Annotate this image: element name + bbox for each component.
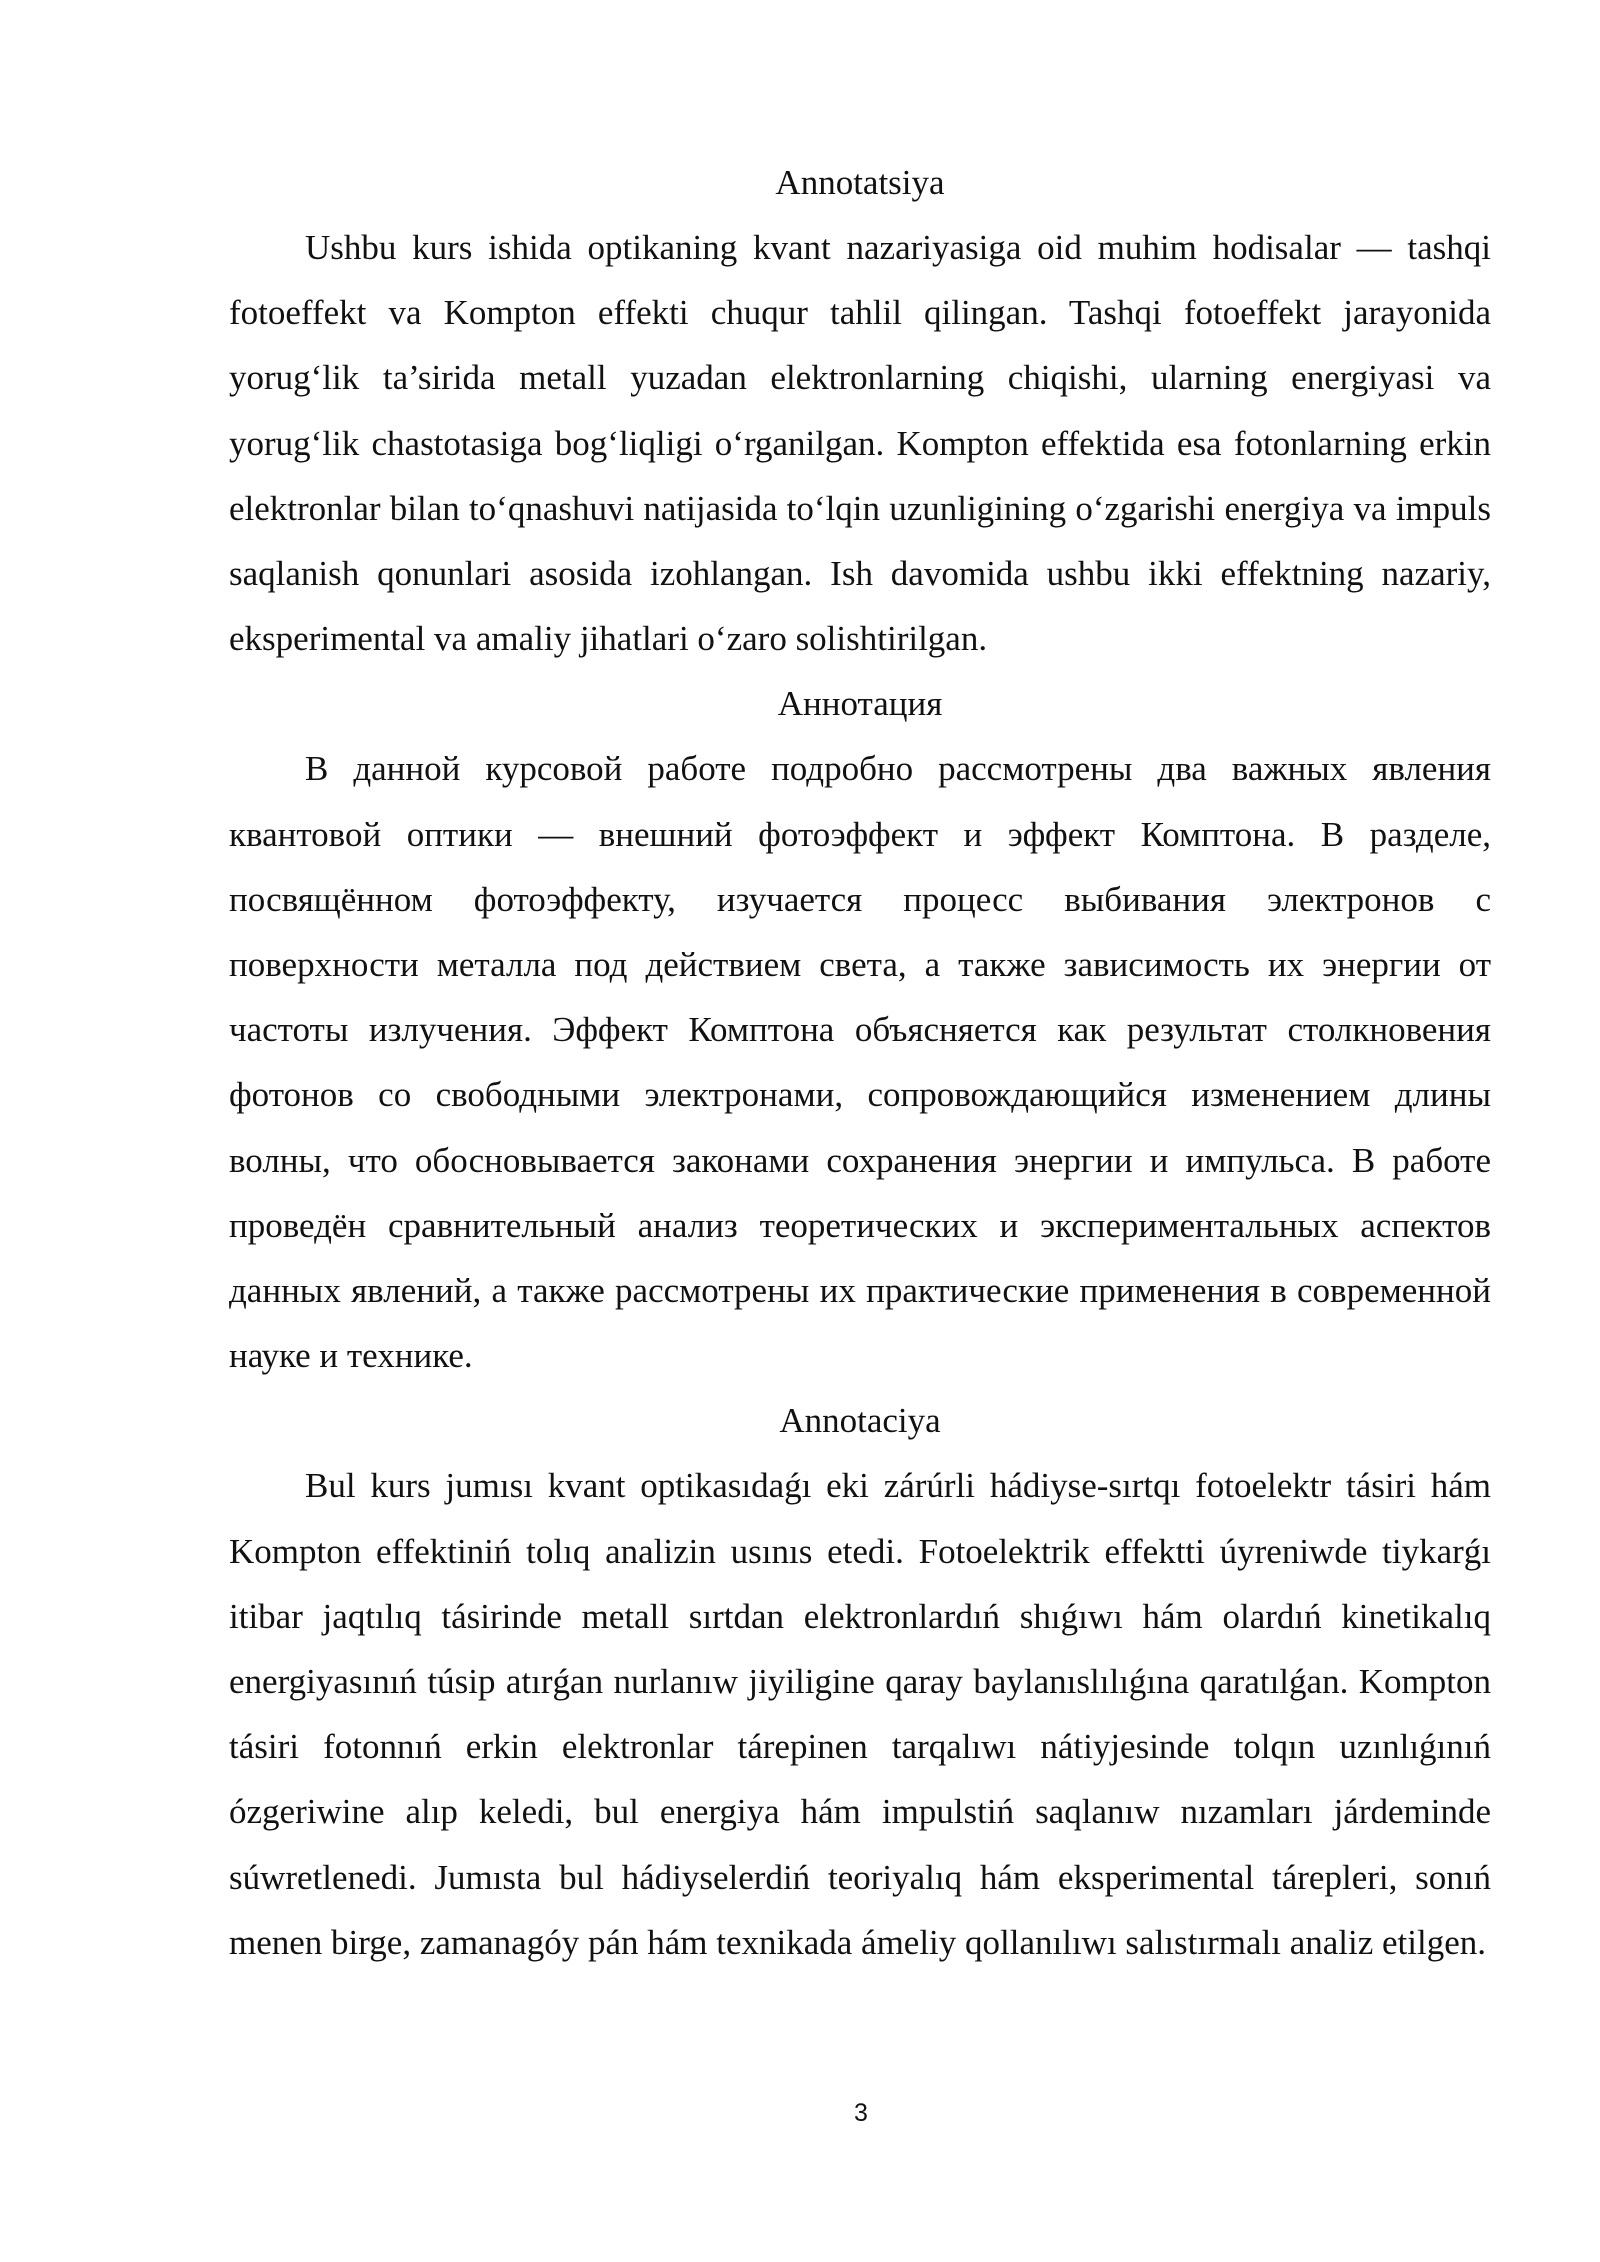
section-title-karakalpak: Annotaciya: [779, 1401, 941, 1441]
section-title-uzbek: Annotatsiya: [775, 163, 945, 202]
page-content: [229, 150, 1491, 1975]
abstract-paragraph-karakalpak: Bul kurs jumısı kvant optikasıdaǵı eki zárúrli hádiyse-sırtqı fotoelektr tásiri hám Kompton effektiniń tolıq analizin usınıs etedi. Fotoelektrik effektti úyreniwde tiykarǵı itibar jaqtılıq tásirinde metall sırtdan elektronlardıń shıǵıwı hám olardıń kinetikalıq energiyasınıń túsip atırǵan nurlanıw jiyiligine qaray baylanıslılıǵına qaratılǵan. Kompton tásiri fotonnıń erkin elektronlar tárepinen tarqalıwı nátiyjesinde tolqın uzınlıǵınıń ózgeriwine alıp keledi, bul energiya hám impulstiń saqlanıw nızamları járdeminde súwretlenedi. Jumısta bul hádiyselerdiń teoriyalıq hám eksperimental tárepleri, sonıń menen birge, zamanagóy pán hám texnikada ámeliy qollanılıwı salıstırmalı analiz etilgen.: [229, 1466, 1491, 1962]
abstract-paragraph-uzbek: Ushbu kurs ishida optikaning kvant nazariyasiga oid muhim hodisalar — tashqi fotoeffekt va Kompton effekti chuqur tahlil qilingan. Tashqi fotoeffekt jarayonida yorug‘lik ta’sirida metall yuzadan elektronlarning chiqishi, ularning energiyasi va yorug‘lik chastotasiga bog‘liqligi o‘rganilgan. Kompton effektida esa fotonlarning erkin elektronlar bilan to‘qnashuvi natijasida to‘lqin uzunligining o‘zgarishi energiya va impuls saqlanish qonunlari asosida izohlangan. Ish davomida ushbu ikki effektning nazariy, eksperimental va amaliy jihatlari o‘zaro solishtirilgan.: [229, 228, 1491, 659]
section-title-russian: Аннотация: [777, 684, 943, 724]
abstract-paragraph-russian: В данной курсовой работе подробно рассмотрены два важных явления квантовой оптики — внешний фотоэффект и эффект Комптона. В разделе, посвящённом фотоэффекту, изучается процесс выбивания электронов с поверхности металла под действием света, а также зависимость их энергии от частоты излучения. Эффект Комптона объясняется как результат столкновения фотонов со свободными электронами, сопровождающийся изменением длины волны, что обосновывается законами сохранения энергии и импульса. В работе проведён сравнительный анализ теоретических и экспериментальных аспектов данных явлений, а также рассмотрены их практические применения в современной науке и технике.: [229, 749, 1491, 1376]
page-number: 3: [854, 2099, 868, 2127]
